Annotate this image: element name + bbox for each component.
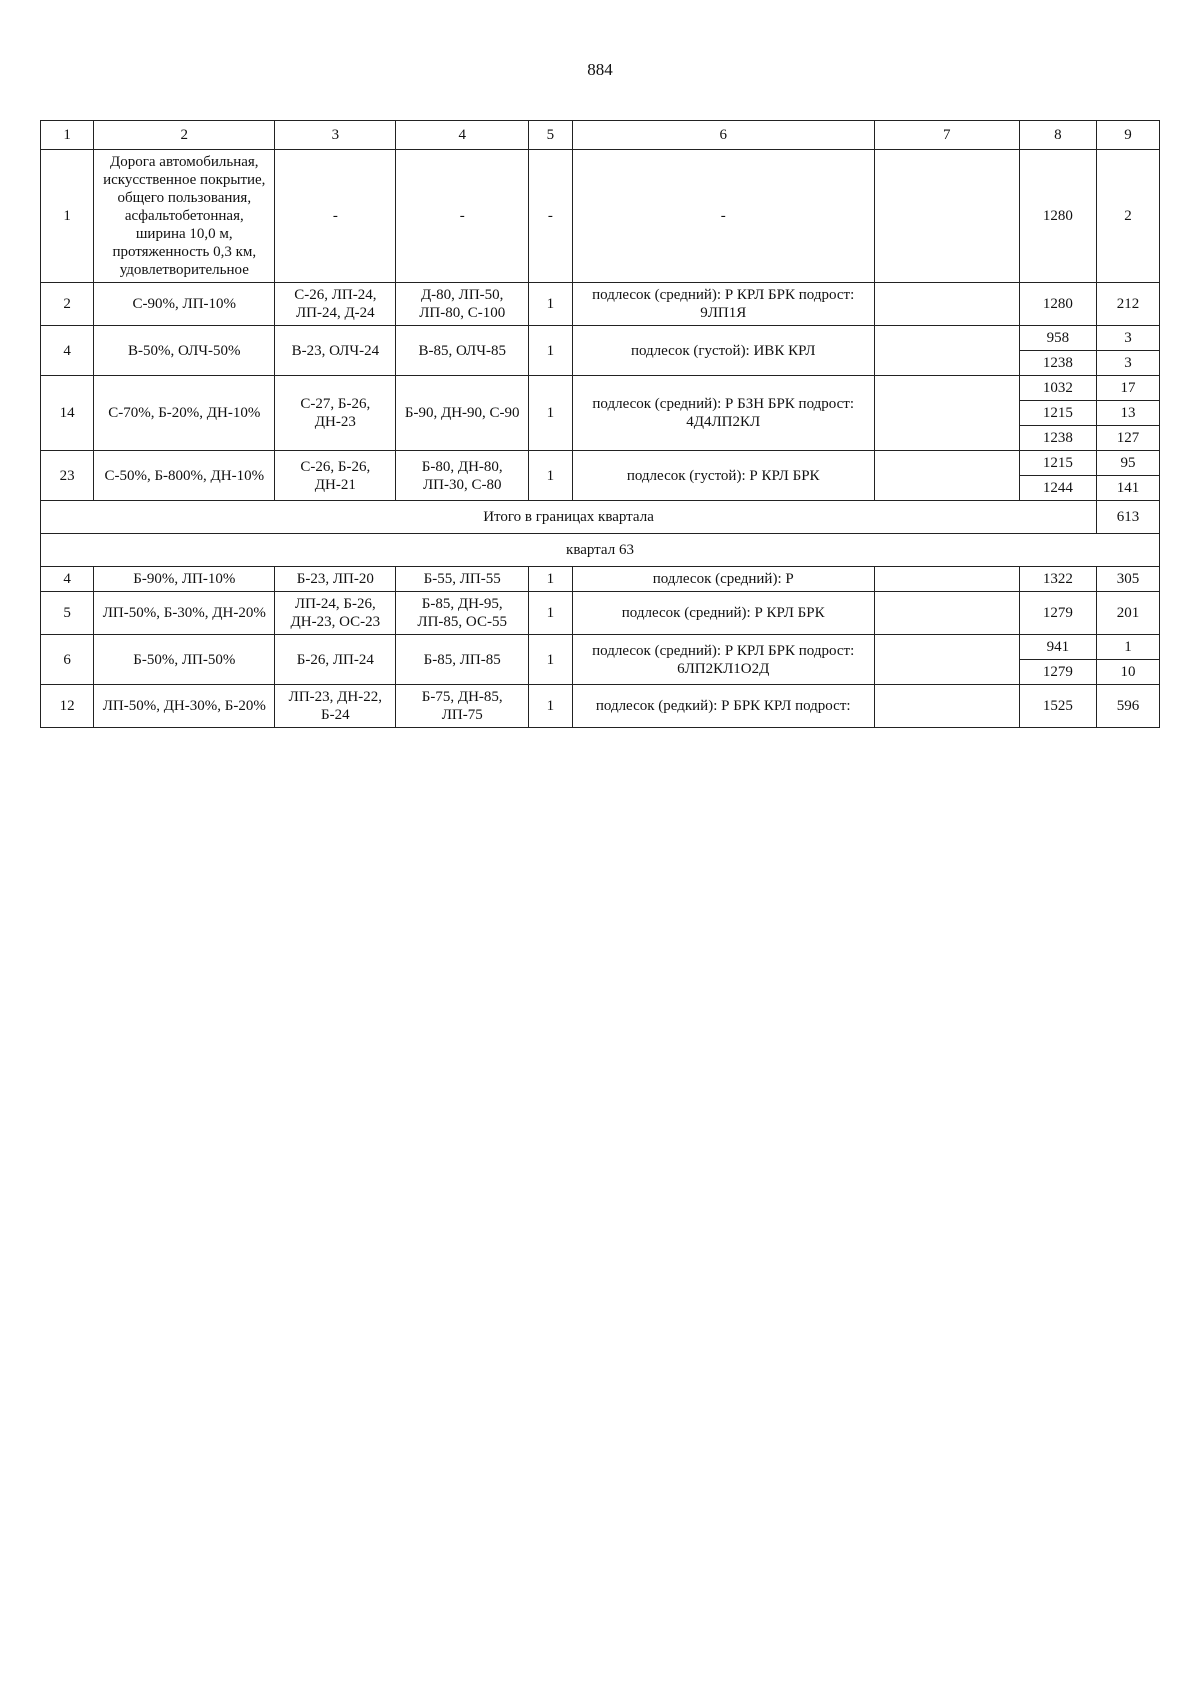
cell-c6: подлесок (редкий): Р БРК КРЛ подрост: — [572, 685, 874, 728]
cell-c2: В-50%, ОЛЧ-50% — [94, 326, 275, 376]
table-header-row — [41, 121, 1160, 150]
cell-c8: 1215 — [1019, 401, 1096, 426]
cell-c9: 212 — [1097, 283, 1160, 326]
table-body — [41, 150, 1160, 728]
cell-c8: 941 — [1019, 635, 1096, 660]
cell-c7 — [874, 376, 1019, 451]
cell-c4: - — [396, 150, 529, 283]
cell-c3: С-26, Б-26, ДН-21 — [275, 451, 396, 501]
forest-inventory-table — [40, 120, 1160, 728]
cell-c9: 3 — [1097, 326, 1160, 351]
cell-c1: 14 — [41, 376, 94, 451]
table-row — [41, 326, 1160, 351]
cell-c4: В-85, ОЛЧ-85 — [396, 326, 529, 376]
cell-c5: 1 — [529, 635, 573, 685]
cell-c7 — [874, 635, 1019, 685]
cell-c3: Б-26, ЛП-24 — [275, 635, 396, 685]
cell-c9: 596 — [1097, 685, 1160, 728]
column-header: 4 — [396, 121, 529, 150]
cell-c9: 1 — [1097, 635, 1160, 660]
cell-c8: 1322 — [1019, 567, 1096, 592]
cell-c4: Б-85, ДН-95, ЛП-85, ОС-55 — [396, 592, 529, 635]
cell-c2: С-70%, Б-20%, ДН-10% — [94, 376, 275, 451]
cell-c9: 305 — [1097, 567, 1160, 592]
cell-c6: подлесок (средний): Р КРЛ БРК подрост: 9ЛП1Я — [572, 283, 874, 326]
cell-c1: 4 — [41, 567, 94, 592]
cell-c8: 1244 — [1019, 476, 1096, 501]
cell-c3: ЛП-23, ДН-22, Б-24 — [275, 685, 396, 728]
table-row — [41, 635, 1160, 660]
cell-c8: 1215 — [1019, 451, 1096, 476]
table-row — [41, 283, 1160, 326]
cell-c8: 1238 — [1019, 351, 1096, 376]
cell-c1: 1 — [41, 150, 94, 283]
cell-c9: 17 — [1097, 376, 1160, 401]
cell-c2: С-50%, Б-800%, ДН-10% — [94, 451, 275, 501]
cell-c9: 127 — [1097, 426, 1160, 451]
table-row — [41, 150, 1160, 283]
cell-c6: - — [572, 150, 874, 283]
cell-c8: 1525 — [1019, 685, 1096, 728]
cell-c5: 1 — [529, 376, 573, 451]
cell-c6: подлесок (средний): Р КРЛ БРК подрост: 6ЛП2КЛ1О2Д — [572, 635, 874, 685]
cell-c7 — [874, 451, 1019, 501]
cell-c9: 10 — [1097, 660, 1160, 685]
cell-c1: 4 — [41, 326, 94, 376]
cell-c2: Б-90%, ЛП-10% — [94, 567, 275, 592]
cell-c8: 1280 — [1019, 283, 1096, 326]
cell-c1: 6 — [41, 635, 94, 685]
cell-c6: подлесок (средний): Р КРЛ БРК — [572, 592, 874, 635]
cell-c8: 1279 — [1019, 592, 1096, 635]
column-header: 7 — [874, 121, 1019, 150]
summary-label: Итого в границах квартала — [41, 501, 1097, 534]
cell-c4: Б-80, ДН-80, ЛП-30, С-80 — [396, 451, 529, 501]
cell-c7 — [874, 685, 1019, 728]
table-row — [41, 567, 1160, 592]
cell-c6: подлесок (густой): ИВК КРЛ — [572, 326, 874, 376]
cell-c1: 2 — [41, 283, 94, 326]
cell-c5: 1 — [529, 685, 573, 728]
cell-c7 — [874, 326, 1019, 376]
cell-c5: 1 — [529, 592, 573, 635]
table-row — [41, 376, 1160, 401]
cell-c2: С-90%, ЛП-10% — [94, 283, 275, 326]
cell-c3: - — [275, 150, 396, 283]
cell-c8: 1032 — [1019, 376, 1096, 401]
summary-total: 613 — [1097, 501, 1160, 534]
cell-c5: 1 — [529, 283, 573, 326]
cell-c1: 12 — [41, 685, 94, 728]
cell-c5: 1 — [529, 451, 573, 501]
cell-c7 — [874, 283, 1019, 326]
cell-c8: 1280 — [1019, 150, 1096, 283]
column-header: 1 — [41, 121, 94, 150]
cell-c3: С-27, Б-26, ДН-23 — [275, 376, 396, 451]
summary-row — [41, 501, 1160, 534]
column-header: 8 — [1019, 121, 1096, 150]
table-row — [41, 685, 1160, 728]
cell-c2: ЛП-50%, Б-30%, ДН-20% — [94, 592, 275, 635]
cell-c2: Дорога автомобильная, искусственное покрытие, общего пользования, асфальтобетонная, ширина 10,0 м, протяженность 0,3 км, удовлетворительное — [94, 150, 275, 283]
cell-c4: Д-80, ЛП-50, ЛП-80, С-100 — [396, 283, 529, 326]
cell-c9: 201 — [1097, 592, 1160, 635]
cell-c8: 958 — [1019, 326, 1096, 351]
cell-c3: ЛП-24, Б-26, ДН-23, ОС-23 — [275, 592, 396, 635]
section-title: квартал 63 — [41, 534, 1160, 567]
cell-c9: 3 — [1097, 351, 1160, 376]
cell-c3: Б-23, ЛП-20 — [275, 567, 396, 592]
cell-c4: Б-85, ЛП-85 — [396, 635, 529, 685]
cell-c4: Б-90, ДН-90, С-90 — [396, 376, 529, 451]
cell-c1: 5 — [41, 592, 94, 635]
column-header: 5 — [529, 121, 573, 150]
page-number: 884 — [587, 60, 613, 79]
cell-c9: 95 — [1097, 451, 1160, 476]
cell-c3: В-23, ОЛЧ-24 — [275, 326, 396, 376]
cell-c9: 2 — [1097, 150, 1160, 283]
cell-c6: подлесок (средний): Р БЗН БРК подрост: 4Д4ЛП2КЛ — [572, 376, 874, 451]
cell-c9: 141 — [1097, 476, 1160, 501]
cell-c6: подлесок (густой): Р КРЛ БРК — [572, 451, 874, 501]
cell-c2: Б-50%, ЛП-50% — [94, 635, 275, 685]
cell-c3: С-26, ЛП-24, ЛП-24, Д-24 — [275, 283, 396, 326]
cell-c1: 23 — [41, 451, 94, 501]
cell-c7 — [874, 592, 1019, 635]
cell-c5: - — [529, 150, 573, 283]
cell-c2: ЛП-50%, ДН-30%, Б-20% — [94, 685, 275, 728]
cell-c8: 1279 — [1019, 660, 1096, 685]
cell-c7 — [874, 150, 1019, 283]
cell-c4: Б-75, ДН-85, ЛП-75 — [396, 685, 529, 728]
column-header: 2 — [94, 121, 275, 150]
section-row — [41, 534, 1160, 567]
table-row — [41, 592, 1160, 635]
cell-c4: Б-55, ЛП-55 — [396, 567, 529, 592]
column-header: 6 — [572, 121, 874, 150]
column-header: 3 — [275, 121, 396, 150]
column-header: 9 — [1097, 121, 1160, 150]
cell-c5: 1 — [529, 326, 573, 376]
cell-c8: 1238 — [1019, 426, 1096, 451]
cell-c9: 13 — [1097, 401, 1160, 426]
table-row — [41, 451, 1160, 476]
cell-c7 — [874, 567, 1019, 592]
cell-c6: подлесок (средний): Р — [572, 567, 874, 592]
cell-c5: 1 — [529, 567, 573, 592]
